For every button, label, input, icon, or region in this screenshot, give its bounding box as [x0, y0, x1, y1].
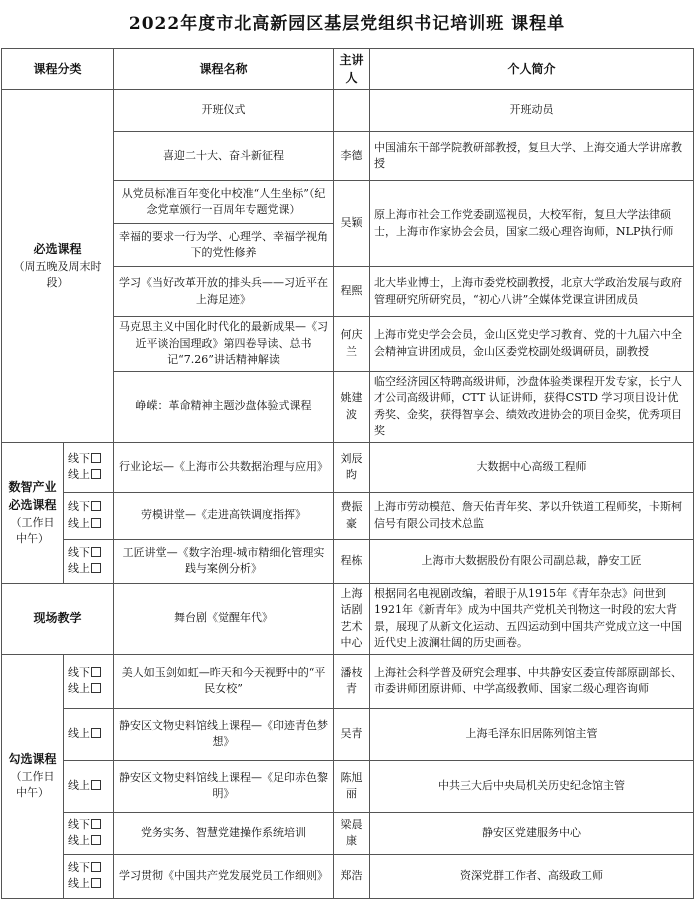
lecturer: 吴颖 — [334, 181, 370, 267]
lecturer: 陈旭丽 — [334, 760, 370, 812]
online-label: 线上 — [68, 516, 90, 530]
offline-checkbox[interactable] — [91, 501, 101, 511]
course-name: 马克思主义中国化时代化的最新成果—《习近平谈治国理政》第四卷导读、总书记“7.26”讲话精神解读 — [114, 317, 334, 372]
lecturer: 吴青 — [334, 708, 370, 760]
online-checkbox[interactable] — [91, 780, 101, 790]
lecturer: 梁晨康 — [334, 812, 370, 854]
bio: 中共三大后中央局机关历史纪念馆主管 — [370, 760, 694, 812]
course-name: 静安区文物史料馆线上课程—《印迹青色梦想》 — [114, 708, 334, 760]
table-row — [2, 760, 694, 812]
offline-label: 线下 — [68, 817, 90, 831]
category-note: （工作日中午） — [10, 515, 55, 545]
bio: 临空经济园区特聘高级讲师，沙盘体验类课程开发专家，长宁人才公司高级讲师，CTT 认证讲师，获得CSTD 学习项目设计优秀奖、金奖，获得智享会、绩效改进协会的项目金奖，优秀项目奖 — [370, 371, 694, 442]
table-row — [2, 442, 694, 492]
offline-label: 线下 — [68, 665, 90, 679]
offline-label: 线下 — [68, 500, 90, 513]
bio: 上海市劳动模范、詹天佑青年奖、茅以升铁道工程师奖，卡斯柯信号有限公司技术总监 — [370, 492, 694, 539]
mode-select — [64, 539, 114, 583]
online-label: 线上 — [68, 468, 90, 481]
online-label: 线上 — [68, 562, 90, 575]
bio: 上海市大数据股份有限公司副总裁，静安工匠 — [370, 539, 694, 583]
lecturer: 程熙 — [334, 267, 370, 317]
course-name: 美人如玉剑如虹—昨天和今天视野中的“平民女校” — [114, 654, 334, 708]
course-name: 舞台剧《觉醒年代》 — [114, 583, 334, 654]
mode-select — [64, 854, 114, 898]
bio: 根据同名电视剧改编，着眼于从1915年《青年杂志》问世到1921年《新青年》成为中国共产党机关刊物这一时段的宏大背景，展现了从新文化运动、五四运动到中国共产党成立这一中国近代史上波澜壮阔的历史画卷。 — [370, 583, 694, 654]
offline-checkbox[interactable] — [91, 819, 101, 829]
bio: 开班动员 — [370, 90, 694, 132]
course-name: 峥嵘：革命精神主题沙盘体验式课程 — [114, 371, 334, 442]
bio: 中国浦东干部学院教研部教授，复旦大学、上海交通大学讲席教授 — [370, 132, 694, 181]
table-row — [2, 708, 694, 760]
course-name: 静安区文物史料馆线上课程—《足印赤色黎明》 — [114, 760, 334, 812]
mode-select — [64, 442, 114, 492]
offline-checkbox[interactable] — [91, 862, 101, 872]
online-label: 线上 — [68, 726, 90, 740]
course-name: 开班仪式 — [114, 90, 334, 132]
lecturer: 费振豪 — [334, 492, 370, 539]
category-note: （周五晚及周末时段） — [13, 259, 102, 289]
category-name: 勾选课程 — [8, 752, 57, 767]
online-label: 线上 — [68, 877, 90, 890]
online-label: 线上 — [68, 682, 90, 695]
header-course: 课程名称 — [114, 49, 334, 90]
lecturer: 何庆兰 — [334, 317, 370, 372]
online-checkbox[interactable] — [91, 878, 101, 888]
lecturer: 李德 — [334, 132, 370, 181]
bio: 上海社会科学普及研究会理事、中共静安区委宣传部原副部长、市委讲师团原讲师、中学高级教师、国家二级心理咨询师 — [370, 654, 694, 708]
bio: 静安区党建服务中心 — [370, 812, 694, 854]
table-row — [2, 90, 694, 132]
online-label: 线上 — [68, 834, 90, 847]
table-row — [2, 492, 694, 539]
lecturer: 刘辰昀 — [334, 442, 370, 492]
online-checkbox[interactable] — [91, 683, 101, 693]
lecturer: 姚建波 — [334, 371, 370, 442]
course-name: 劳模讲堂—《走进高铁调度指挥》 — [114, 492, 334, 539]
header-lecturer: 主讲人 — [334, 49, 370, 90]
category-onsite — [2, 583, 114, 654]
offline-label: 线下 — [68, 451, 90, 465]
category-elective — [2, 654, 64, 898]
online-checkbox[interactable] — [91, 728, 101, 738]
table-row — [2, 812, 694, 854]
table-header-row — [2, 49, 694, 90]
header-category: 课程分类 — [2, 49, 114, 90]
bio: 上海市党史学会会员，金山区党史学习教育、党的十九届六中全会精神宣讲团成员，金山区委党校副处级调研员，副教授 — [370, 317, 694, 372]
offline-checkbox[interactable] — [91, 667, 101, 677]
online-checkbox[interactable] — [91, 518, 101, 528]
mode-select — [64, 654, 114, 708]
table-row — [2, 539, 694, 583]
table-row — [2, 654, 694, 708]
online-checkbox[interactable] — [91, 469, 101, 479]
lecturer: 潘枝青 — [334, 654, 370, 708]
category-required — [2, 90, 114, 443]
course-table — [1, 48, 694, 899]
mode-select — [64, 708, 114, 760]
table-row — [2, 854, 694, 898]
lecturer — [334, 90, 370, 132]
course-name: 幸福的要求一行为学、心理学、幸福学视角下的党性修养 — [114, 224, 334, 267]
lecturer: 上海话剧艺术中心 — [334, 583, 370, 654]
offline-label: 线下 — [68, 545, 90, 559]
bio: 北大毕业博士，上海市委党校副教授，北京大学政治发展与政府管理研究所研究员，“初心八讲”全媒体党课宣讲团成员 — [370, 267, 694, 317]
course-name: 行业论坛—《上海市公共数据治理与应用》 — [114, 442, 334, 492]
mode-select — [64, 492, 114, 539]
bio: 上海毛泽东旧居陈列馆主管 — [370, 708, 694, 760]
course-name: 喜迎二十大、奋斗新征程 — [114, 132, 334, 181]
course-name: 学习《当好改革开放的排头兵——习近平在上海足迹》 — [114, 267, 334, 317]
lecturer: 郑浩 — [334, 854, 370, 898]
bio: 资深党群工作者、高级政工师 — [370, 854, 694, 898]
category-name: 必选课程 — [33, 242, 82, 256]
course-name: 学习贯彻《中国共产党发展党员工作细则》 — [114, 854, 334, 898]
table-row — [2, 583, 694, 654]
course-name: 从党员标准百年变化中校准“人生坐标”（纪念党章颁行一百周年专题党课） — [114, 181, 334, 224]
category-note: （工作日中午） — [10, 769, 55, 800]
course-name: 工匠讲堂—《数字治理-城市精细化管理实践与案例分析》 — [114, 539, 334, 583]
online-checkbox[interactable] — [91, 563, 101, 573]
category-name: 现场教学 — [33, 611, 82, 626]
bio: 原上海市社会工作党委副巡视员，大校军衔，复旦大学法律硕士，上海市作家协会会员，国家二级心理咨询师，NLP执行师 — [370, 181, 694, 267]
online-checkbox[interactable] — [91, 835, 101, 845]
offline-checkbox[interactable] — [91, 453, 101, 463]
course-name: 党务实务、智慧党建操作系统培训 — [114, 812, 334, 854]
offline-checkbox[interactable] — [91, 547, 101, 557]
category-name: 数智产业必选课程 — [8, 479, 57, 512]
page-title: 2022年度市北高新园区基层党组织书记培训班 课程单 — [128, 14, 566, 34]
header-bio: 个人简介 — [370, 49, 694, 90]
category-digital — [2, 442, 64, 583]
offline-label: 线下 — [68, 860, 90, 874]
mode-select — [64, 812, 114, 854]
bio: 大数据中心高级工程师 — [370, 442, 694, 492]
mode-select — [64, 760, 114, 812]
online-label: 线上 — [68, 778, 90, 792]
lecturer: 程栋 — [334, 539, 370, 583]
